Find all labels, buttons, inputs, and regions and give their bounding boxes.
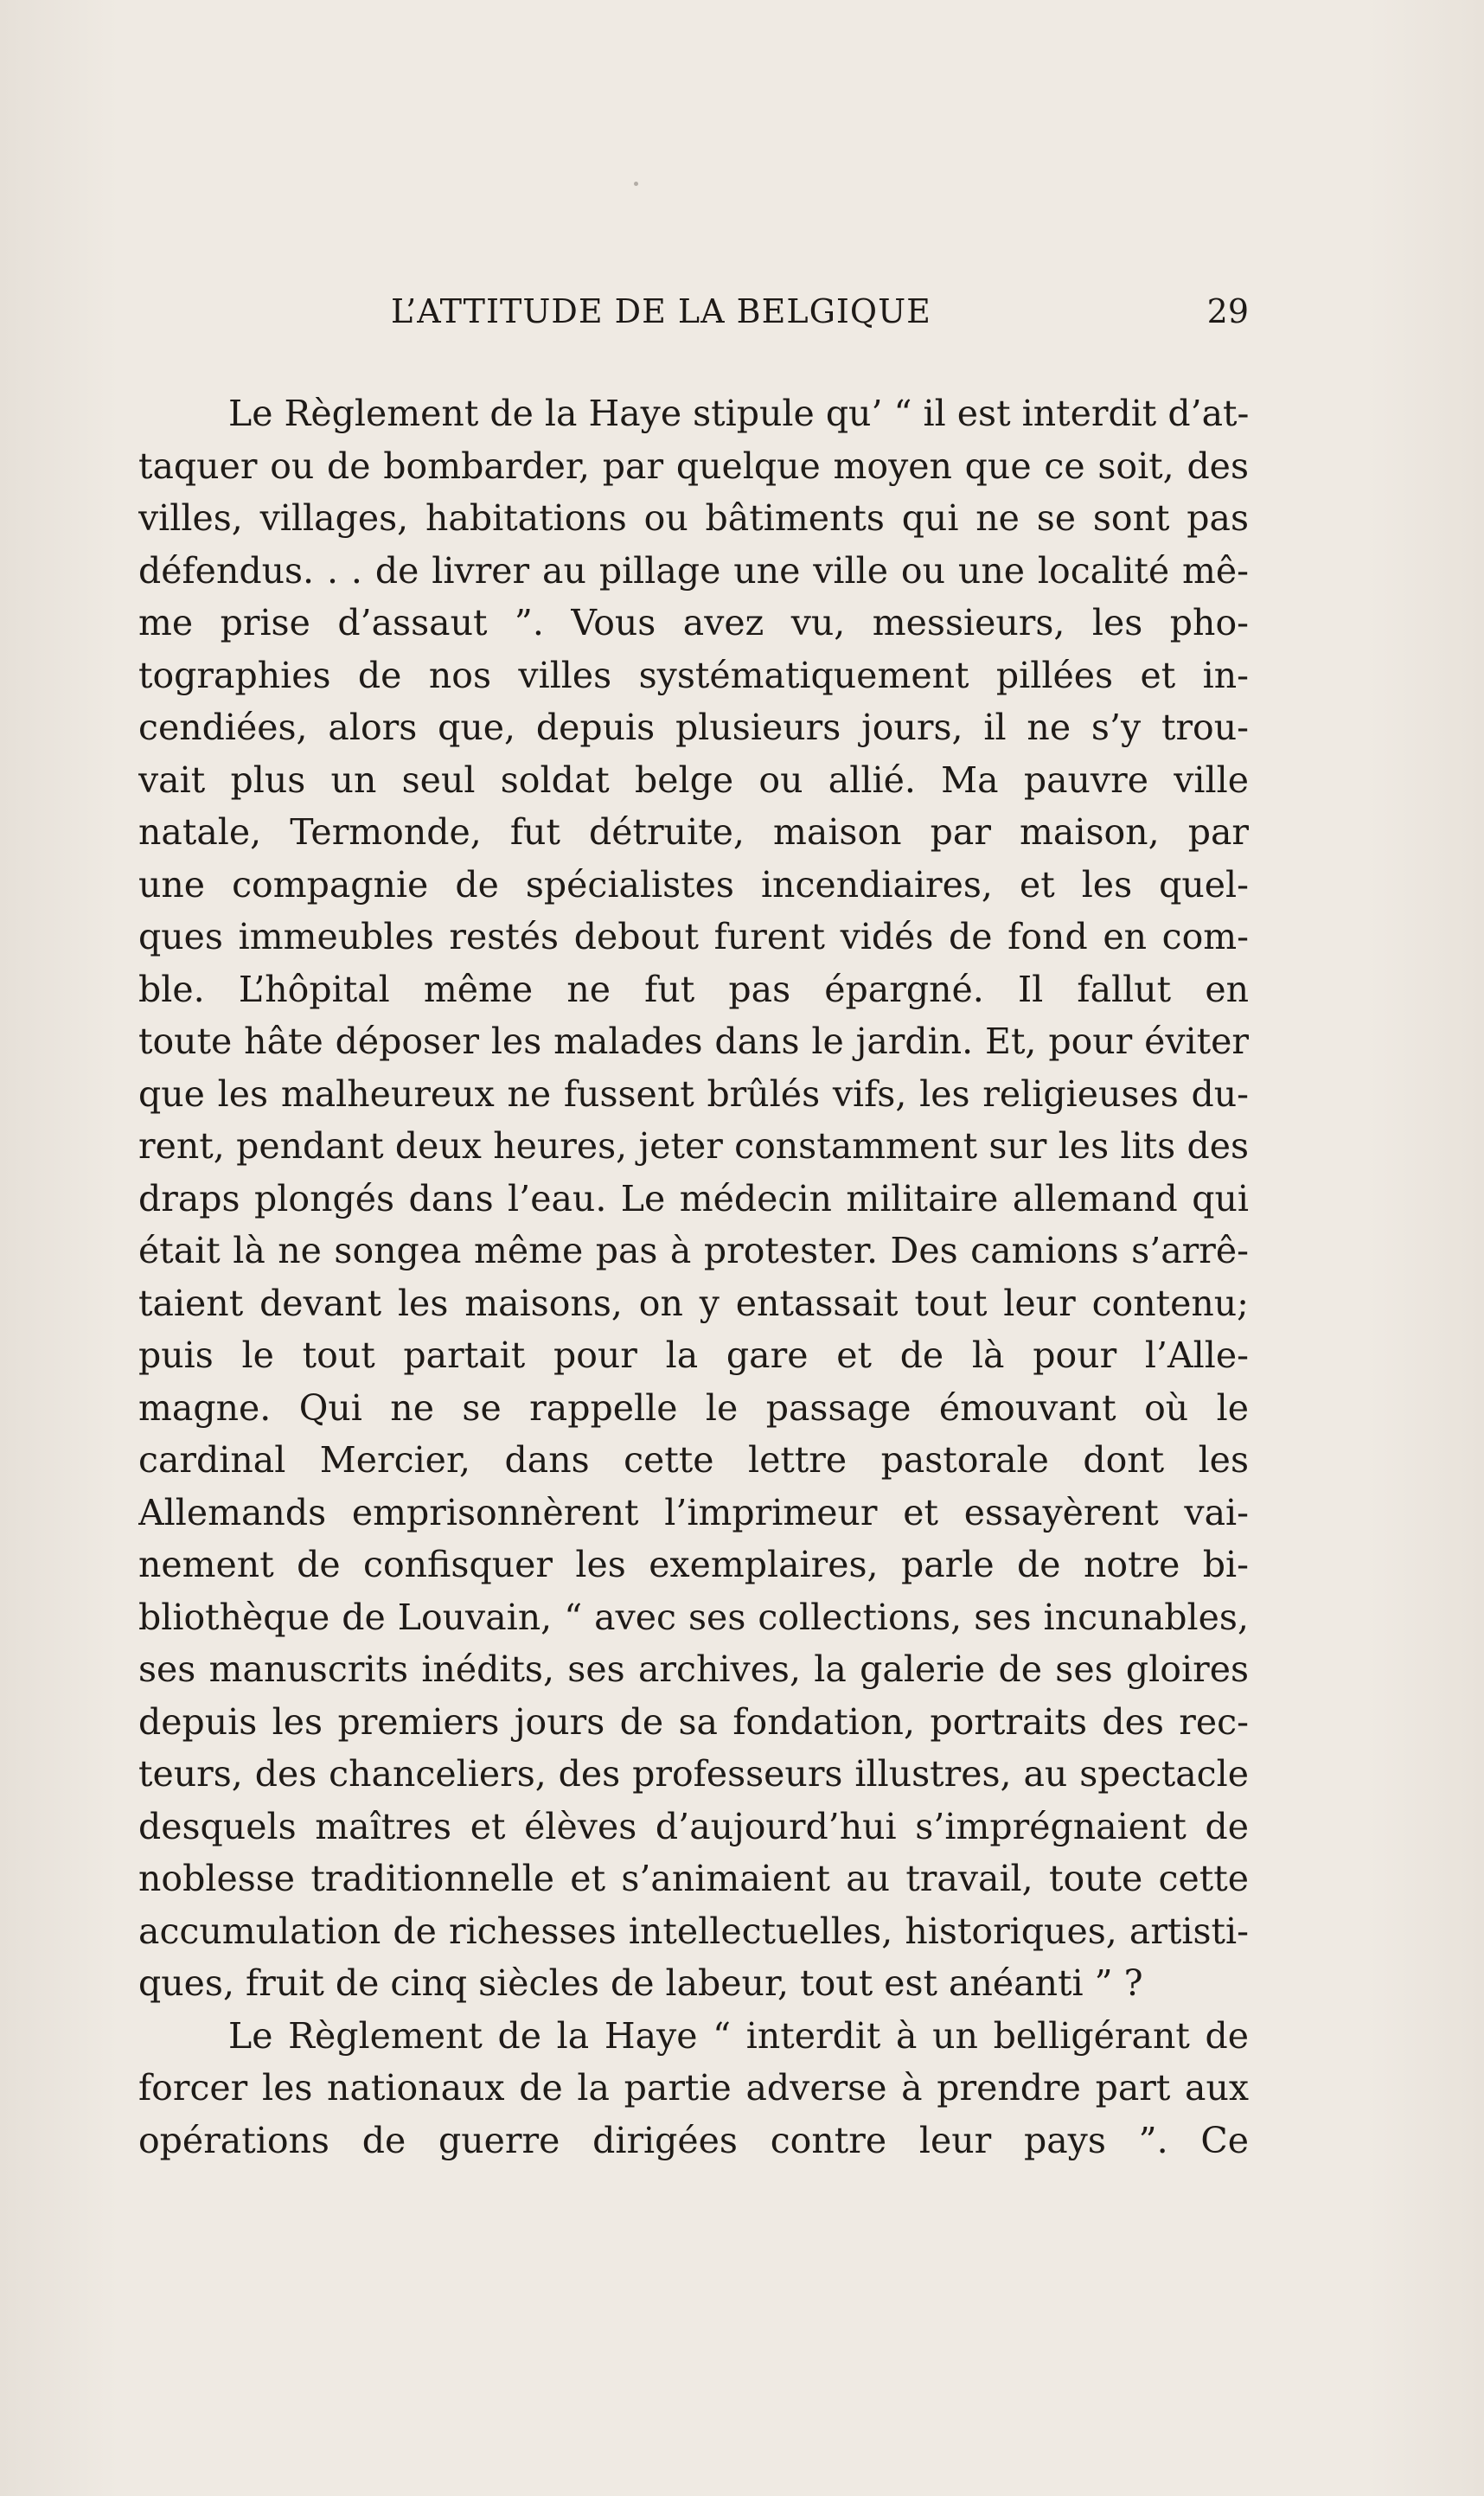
- text-line: opérations de guerre dirigées contre leur pays ”. Ce: [138, 2119, 1249, 2161]
- text-line: depuis les premiers jours de sa fondation, portraits des rec-: [138, 1700, 1249, 1743]
- text-line: accumulation de richesses intellectuelles, historiques, artisti-: [138, 1910, 1249, 1952]
- text-line: magne. Qui ne se rappelle le passage émouvant où le: [138, 1386, 1249, 1429]
- text-line: une compagnie de spécialistes incendiaires, et les quel-: [138, 863, 1249, 906]
- text-line: me prise d’assaut ”. Vous avez vu, messieurs, les pho-: [138, 602, 1249, 643]
- text-line: nement de confisquer les exemplaires, parle de notre bi-: [138, 1544, 1249, 1585]
- text-line: ques immeubles restés debout furent vidés de fond en com-: [138, 916, 1249, 957]
- text-line: tographies de nos villes systématiquement pillées et in-: [138, 654, 1249, 696]
- text-line: Allemands emprisonnèrent l’imprimeur et essayèrent vai-: [138, 1491, 1249, 1533]
- text-line: vait plus un seul soldat belge ou allié. Ma pauvre ville: [138, 758, 1249, 801]
- text-line: cendiées, alors que, depuis plusieurs jours, il ne s’y trou-: [138, 707, 1249, 748]
- text-line: toute hâte déposer les malades dans le jardin. Et, pour éviter: [138, 1021, 1249, 1062]
- body-text: [138, 387, 1249, 2166]
- text-line: ques, fruit de cinq siècles de labeur, tout est anéanti ” ?: [138, 1962, 1143, 2004]
- text-line: était là ne songea même pas à protester. Des camions s’arrê-: [138, 1230, 1249, 1271]
- text-line: ble. L’hôpital même ne fut pas épargné. Il fallut en: [138, 968, 1249, 1010]
- text-line: taient devant les maisons, on y entassait tout leur contenu;: [138, 1282, 1249, 1324]
- text-line: défendus. . . de livrer au pillage une ville ou une localité mê-: [138, 549, 1249, 592]
- text-line: draps plongés dans l’eau. Le médecin militaire allemand qui: [138, 1177, 1249, 1219]
- text-line: bliothèque de Louvain, “ avec ses collections, ses incunables,: [138, 1596, 1249, 1638]
- text-line: cardinal Mercier, dans cette lettre pastorale dont les: [138, 1439, 1249, 1481]
- running-title: L’ATTITUDE DE LA BELGIQUE: [391, 292, 931, 330]
- running-header: [138, 292, 1249, 339]
- text-line: taquer ou de bombarder, par quelque moyen que ce soit, des: [138, 445, 1249, 487]
- paper-speck: [634, 182, 638, 186]
- text-line: puis le tout partait pour la gare et de là pour l’Alle-: [138, 1334, 1249, 1376]
- text-line: Le Règlement de la Haye stipule qu’ “ il est interdit d’at-: [228, 393, 1249, 434]
- text-line: natale, Termonde, fut détruite, maison par maison, par: [138, 811, 1249, 853]
- text-line: forcer les nationaux de la partie adverse à prendre part aux: [138, 2067, 1249, 2109]
- text-line: ses manuscrits inédits, ses archives, la galerie de ses gloires: [138, 1648, 1249, 1690]
- text-line: rent, pendant deux heures, jeter constamment sur les lits des: [138, 1125, 1249, 1167]
- text-line: que les malheureux ne fussent brûlés vifs, les religieuses du-: [138, 1072, 1249, 1115]
- text-line: desquels maîtres et élèves d’aujourd’hui s’imprégnaient de: [138, 1805, 1249, 1847]
- page-number: 29: [1206, 292, 1249, 330]
- text-line: Le Règlement de la Haye “ interdit à un belligérant de: [228, 2014, 1249, 2057]
- text-line: villes, villages, habitations ou bâtiments qui ne se sont pas: [138, 497, 1249, 539]
- text-line: teurs, des chanceliers, des professeurs illustres, au spectacle: [138, 1753, 1249, 1795]
- text-line: noblesse traditionnelle et s’animaient au travail, toute cette: [138, 1858, 1249, 1899]
